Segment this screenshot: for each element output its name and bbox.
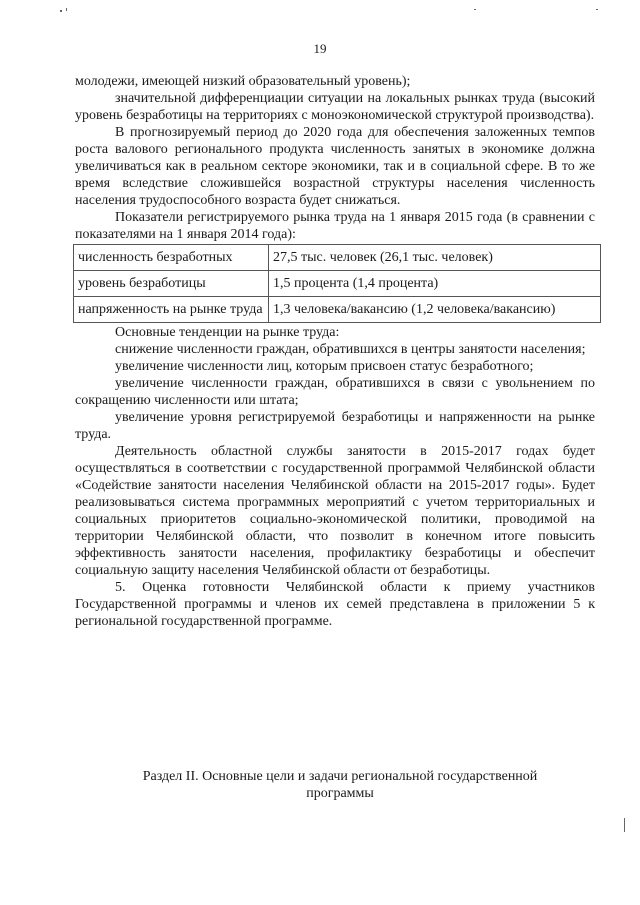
paragraph: молодежи, имеющей низкий образовательный уровень); — [75, 74, 411, 89]
paragraphs-after-table — [75, 324, 595, 630]
scan-artifact — [596, 9, 598, 10]
scan-artifact — [66, 8, 67, 11]
scan-artifact — [60, 10, 62, 12]
paragraph: увеличение уровня регистрируемой безработицы и напряженности на рынке труда. — [75, 410, 595, 442]
indicator-value: 1,5 процента (1,4 процента) — [269, 271, 601, 297]
scan-artifact — [624, 818, 625, 832]
paragraph: Основные тенденции на рынке труда: — [115, 325, 340, 340]
page-number: 19 — [313, 41, 327, 56]
paragraphs-before-table — [75, 73, 595, 243]
table-row — [74, 271, 601, 297]
indicator-value: 1,3 человека/вакансию (1,2 человека/вакансию) — [269, 297, 601, 323]
paragraph: Деятельность областной службы занятости в 2015-2017 годах будет осуществляться в соответствии с государственной программой Челябинской области «Содействие занятости населения Челябинской области на 2015-2017 годы». Будет реализовываться система программных мероприятий с учетом территориальных и социальных приоритетов социально-экономической политики, проводимой на территории Челябинской области, что позволит в конечном итоге повысить эффективность занятости населения, профилактику безработицы и обеспечит социальную защиту населения Челябинской области от безработицы. — [75, 444, 595, 578]
paragraph: снижение численности граждан, обратившихся в центры занятости населения; — [115, 342, 586, 357]
table-row — [74, 297, 601, 323]
section-title: Раздел II. Основные цели и задачи региональной государственной программы — [142, 769, 538, 801]
body-text — [75, 73, 595, 630]
indicator-label: напряженность на рынке труда — [74, 297, 269, 323]
scan-artifact — [474, 9, 476, 10]
paragraph: 5. Оценка готовности Челябинской области к приему участников Государственной программы и членов их семей представлена в приложении 5 к региональной государственной программе. — [75, 580, 595, 629]
indicator-label: численность безработных — [74, 245, 269, 271]
paragraph: увеличение численности граждан, обратившихся в связи с увольнением по сокращению численности или штата; — [75, 376, 595, 408]
paragraph: Показатели регистрируемого рынка труда на 1 января 2015 года (в сравнении с показателями на 1 января 2014 года): — [75, 210, 595, 242]
paragraph: В прогнозируемый период до 2020 года для обеспечения заложенных темпов роста валового регионального продукта численность занятых в экономике должна увеличиваться как в реальном секторе экономики, так и в социальной сфере. В то же время вследствие сложившейся возрастной структуры населения численность населения трудоспособного возраста будет снижаться. — [75, 125, 595, 208]
paragraph: увеличение численности лиц, которым присвоен статус безработного; — [115, 359, 534, 374]
indicator-label: уровень безработицы — [74, 271, 269, 297]
paragraph: значительной дифференциации ситуации на локальных рынках труда (высокий уровень безработицы на территориях с моноэкономической структурой производства). — [75, 91, 595, 123]
indicator-value: 27,5 тыс. человек (26,1 тыс. человек) — [269, 245, 601, 271]
table-row — [74, 245, 601, 271]
labor-market-indicators-table — [73, 244, 601, 323]
